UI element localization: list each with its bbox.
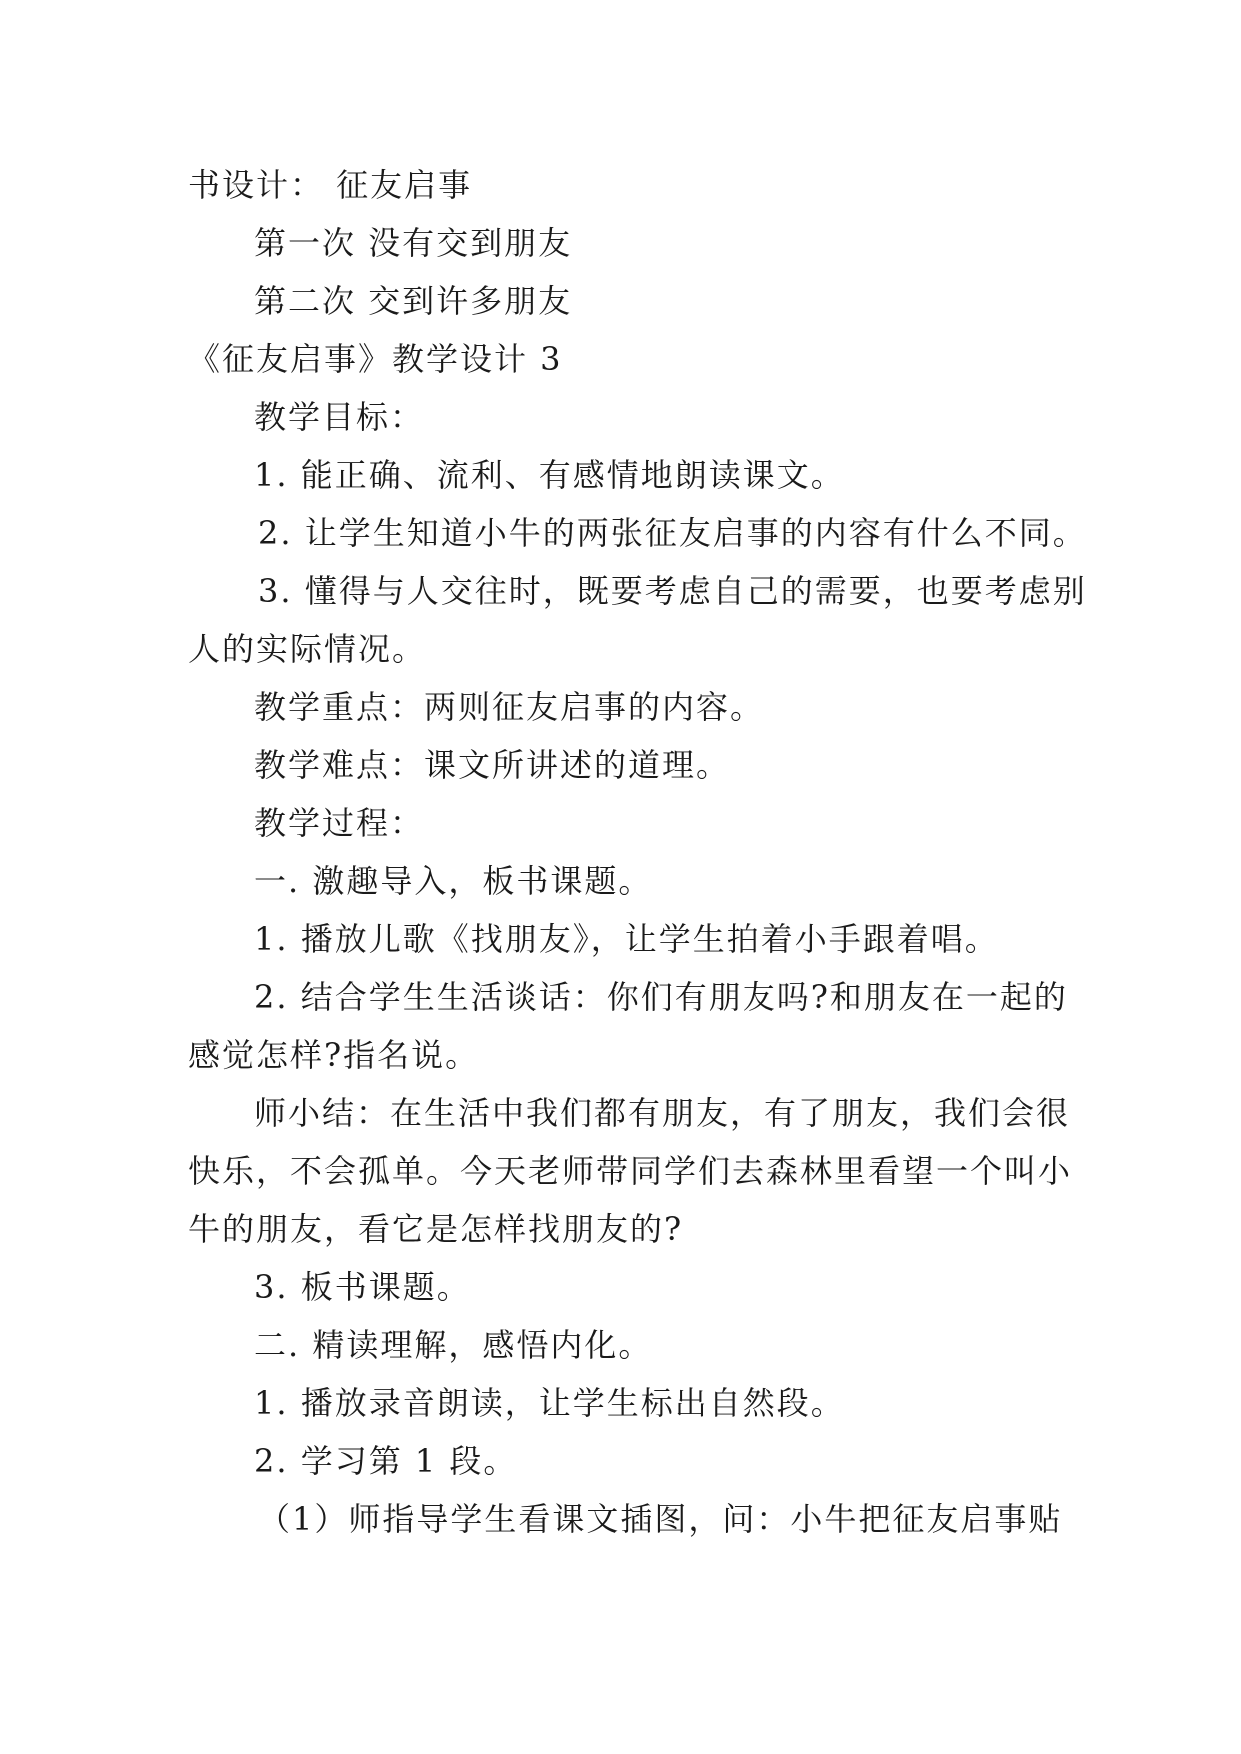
paragraph: 快乐，不会孤单。今天老师带同学们去森林里看望一个叫小 — [188, 1152, 1073, 1190]
board-design-line-1: 第一次 没有交到朋友 — [254, 224, 573, 262]
board-design-line-2: 第二次 交到许多朋友 — [254, 282, 573, 320]
paragraph: 教学过程： — [254, 804, 425, 842]
paragraph: 二. 精读理解，感悟内化。 — [254, 1326, 653, 1364]
paragraph: 教学目标： — [254, 398, 425, 436]
paragraph: 3. 板书课题。 — [254, 1268, 471, 1306]
paragraph: 师小结：在生活中我们都有朋友，有了朋友，我们会很 — [254, 1094, 1071, 1132]
board-design-heading: 书设计： 征友启事 — [188, 166, 473, 204]
paragraph: 1. 播放录音朗读，让学生标出自然段。 — [254, 1384, 845, 1422]
paragraph: （1）师指导学生看课文插图，问：小牛把征友启事贴 — [258, 1500, 1063, 1538]
paragraph: 3. 懂得与人交往时，既要考虑自己的需要，也要考虑别 — [258, 572, 1087, 610]
paragraph: 教学重点：两则征友启事的内容。 — [254, 688, 765, 726]
paragraph: 牛的朋友，看它是怎样找朋友的? — [188, 1210, 684, 1248]
paragraph: 2. 学习第 1 段。 — [254, 1442, 518, 1480]
paragraph: 一. 激趣导入，板书课题。 — [254, 862, 653, 900]
paragraph: 2. 结合学生生活谈话：你们有朋友吗?和朋友在一起的 — [254, 978, 1068, 1016]
paragraph: 2. 让学生知道小牛的两张征友启事的内容有什么不同。 — [258, 514, 1087, 552]
paragraph: 感觉怎样?指名说。 — [188, 1036, 480, 1074]
paragraph: 人的实际情况。 — [188, 630, 427, 668]
paragraph: 教学难点：课文所讲述的道理。 — [254, 746, 731, 784]
section-title: 《征友启事》教学设计 3 — [188, 340, 563, 378]
paragraph: 1. 播放儿歌《找朋友》，让学生拍着小手跟着唱。 — [254, 920, 999, 958]
paragraph: 1. 能正确、流利、有感情地朗读课文。 — [254, 456, 845, 494]
